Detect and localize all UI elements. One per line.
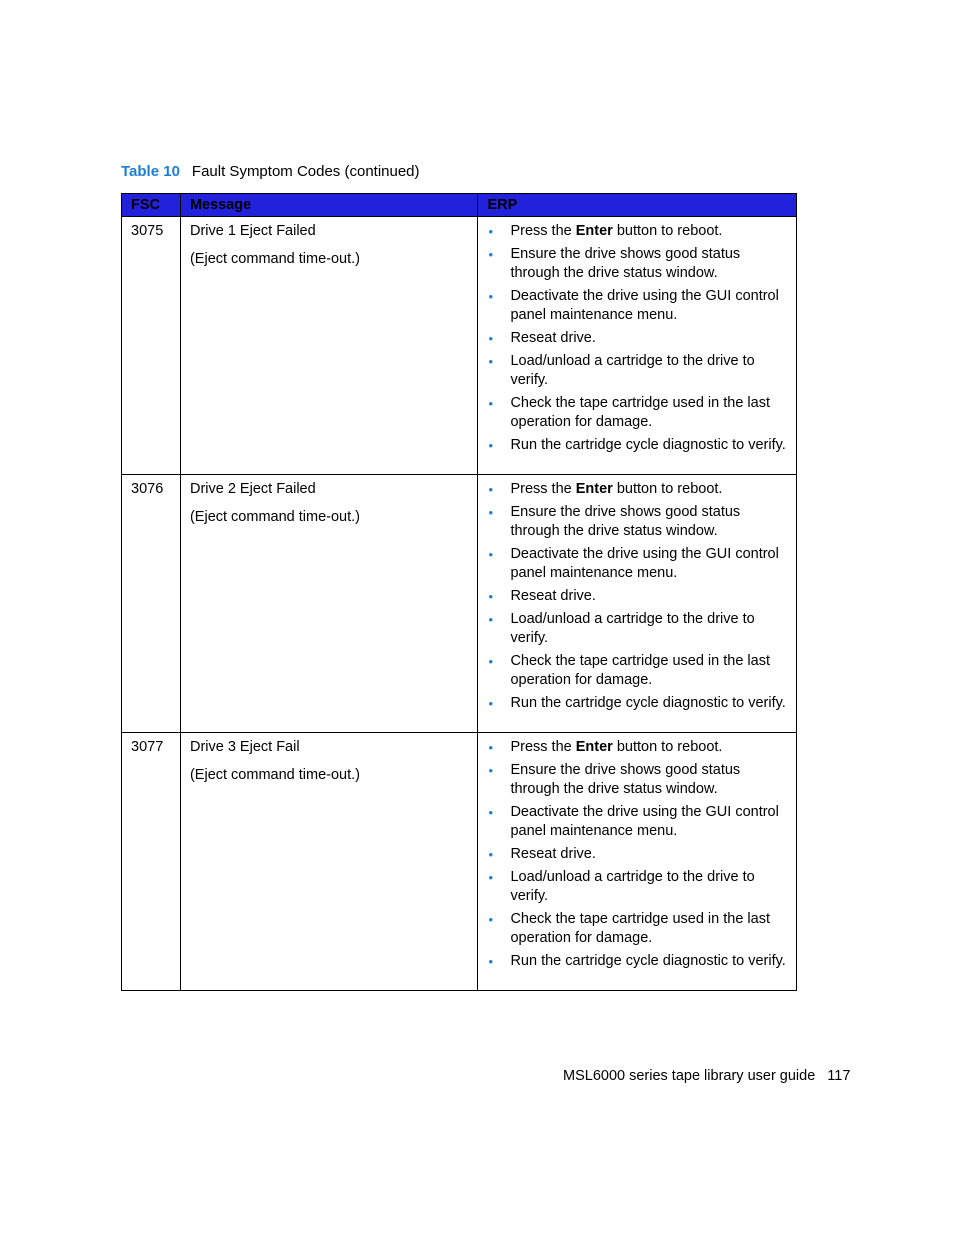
bullet-icon: • — [488, 331, 494, 346]
bullet-icon: • — [488, 482, 494, 497]
fault-detail: (Eject command time-out.) — [189, 509, 360, 525]
erp-step — [486, 952, 790, 971]
message-cell — [180, 733, 477, 991]
guide-title: MSL6000 series tape library user guide — [563, 1068, 816, 1084]
fault-detail: (Eject command time-out.) — [189, 767, 360, 783]
erp-step — [486, 587, 790, 606]
step-text: Load/unload a cartridge to the drive to verify. — [510, 611, 755, 646]
table-title: Fault Symptom Codes (continued) — [191, 163, 420, 180]
page-number: 117 — [827, 1068, 851, 1084]
bullet-icon: • — [488, 289, 494, 304]
erp-step — [486, 245, 790, 283]
step-key-name: Enter — [575, 223, 613, 239]
table-row — [122, 733, 797, 991]
erp-steps-list — [486, 222, 790, 455]
fault-message: Drive 2 Eject Failed — [189, 481, 316, 497]
step-text: Check the tape cartridge used in the last operation for damage. — [510, 653, 770, 688]
erp-step — [486, 436, 790, 455]
step-text-suffix: button to reboot. — [612, 739, 723, 755]
bullet-icon: • — [488, 805, 494, 820]
column-header-fsc: FSC — [122, 194, 181, 217]
fault-symptom-table — [121, 193, 797, 991]
erp-step — [486, 329, 790, 348]
bullet-icon: • — [488, 870, 494, 885]
step-text: Deactivate the drive using the GUI control panel maintenance menu. — [510, 546, 779, 581]
step-key-name: Enter — [575, 481, 613, 497]
erp-cell — [478, 217, 797, 475]
erp-step — [486, 652, 790, 690]
erp-step — [486, 352, 790, 390]
step-text: Load/unload a cartridge to the drive to verify. — [510, 869, 755, 904]
erp-step — [486, 480, 790, 499]
erp-step — [486, 287, 790, 325]
step-key-name: Enter — [575, 739, 613, 755]
erp-step — [486, 610, 790, 648]
step-text: Check the tape cartridge used in the last operation for damage. — [510, 395, 770, 430]
step-text-suffix: button to reboot. — [612, 223, 723, 239]
erp-step — [486, 545, 790, 583]
fault-detail: (Eject command time-out.) — [189, 251, 360, 267]
bullet-icon: • — [488, 505, 494, 520]
message-cell — [180, 217, 477, 475]
table-header-row — [122, 194, 797, 217]
bullet-icon: • — [488, 612, 494, 627]
erp-step — [486, 694, 790, 713]
step-text: Press the — [510, 481, 576, 497]
bullet-icon: • — [488, 547, 494, 562]
bullet-icon: • — [488, 847, 494, 862]
table-number: Table 10 — [121, 163, 180, 180]
column-header-message: Message — [180, 194, 477, 217]
step-text: Run the cartridge cycle diagnostic to verify. — [510, 695, 786, 711]
bullet-icon: • — [488, 396, 494, 411]
message-cell — [180, 475, 477, 733]
fsc-code: 3077 — [122, 733, 181, 991]
erp-steps-list — [486, 738, 790, 971]
bullet-icon: • — [488, 654, 494, 669]
step-text: Ensure the drive shows good status through the drive status window. — [510, 246, 741, 281]
bullet-icon: • — [488, 247, 494, 262]
erp-step — [486, 910, 790, 948]
step-text: Press the — [510, 223, 576, 239]
fsc-code: 3075 — [122, 217, 181, 475]
bullet-icon: • — [488, 354, 494, 369]
step-text: Deactivate the drive using the GUI control panel maintenance menu. — [510, 288, 779, 323]
erp-step — [486, 761, 790, 799]
bullet-icon: • — [488, 912, 494, 927]
step-text: Run the cartridge cycle diagnostic to verify. — [510, 953, 786, 969]
bullet-icon: • — [488, 589, 494, 604]
step-text: Reseat drive. — [510, 330, 596, 346]
bullet-icon: • — [488, 740, 494, 755]
step-text: Ensure the drive shows good status through the drive status window. — [510, 762, 741, 797]
column-header-erp: ERP — [478, 194, 797, 217]
erp-steps-list — [486, 480, 790, 713]
erp-step — [486, 803, 790, 841]
step-text: Deactivate the drive using the GUI control panel maintenance menu. — [510, 804, 779, 839]
fsc-code: 3076 — [122, 475, 181, 733]
erp-step — [486, 222, 790, 241]
fault-message: Drive 3 Eject Fail — [189, 739, 300, 755]
erp-step — [486, 738, 790, 757]
erp-cell — [478, 733, 797, 991]
step-text: Press the — [510, 739, 576, 755]
erp-step — [486, 503, 790, 541]
step-text: Run the cartridge cycle diagnostic to verify. — [510, 437, 786, 453]
step-text: Load/unload a cartridge to the drive to verify. — [510, 353, 755, 388]
bullet-icon: • — [488, 438, 494, 453]
table-row — [122, 217, 797, 475]
bullet-icon: • — [488, 224, 494, 239]
step-text: Reseat drive. — [510, 846, 596, 862]
erp-step — [486, 845, 790, 864]
step-text: Reseat drive. — [510, 588, 596, 604]
step-text: Check the tape cartridge used in the last operation for damage. — [510, 911, 770, 946]
step-text-suffix: button to reboot. — [612, 481, 723, 497]
page-footer — [563, 1066, 850, 1086]
step-text: Ensure the drive shows good status through the drive status window. — [510, 504, 741, 539]
erp-step — [486, 868, 790, 906]
bullet-icon: • — [488, 954, 494, 969]
bullet-icon: • — [488, 696, 494, 711]
table-row — [122, 475, 797, 733]
bullet-icon: • — [488, 763, 494, 778]
fault-message: Drive 1 Eject Failed — [189, 223, 316, 239]
erp-cell — [478, 475, 797, 733]
erp-step — [486, 394, 790, 432]
table-caption — [121, 162, 420, 182]
